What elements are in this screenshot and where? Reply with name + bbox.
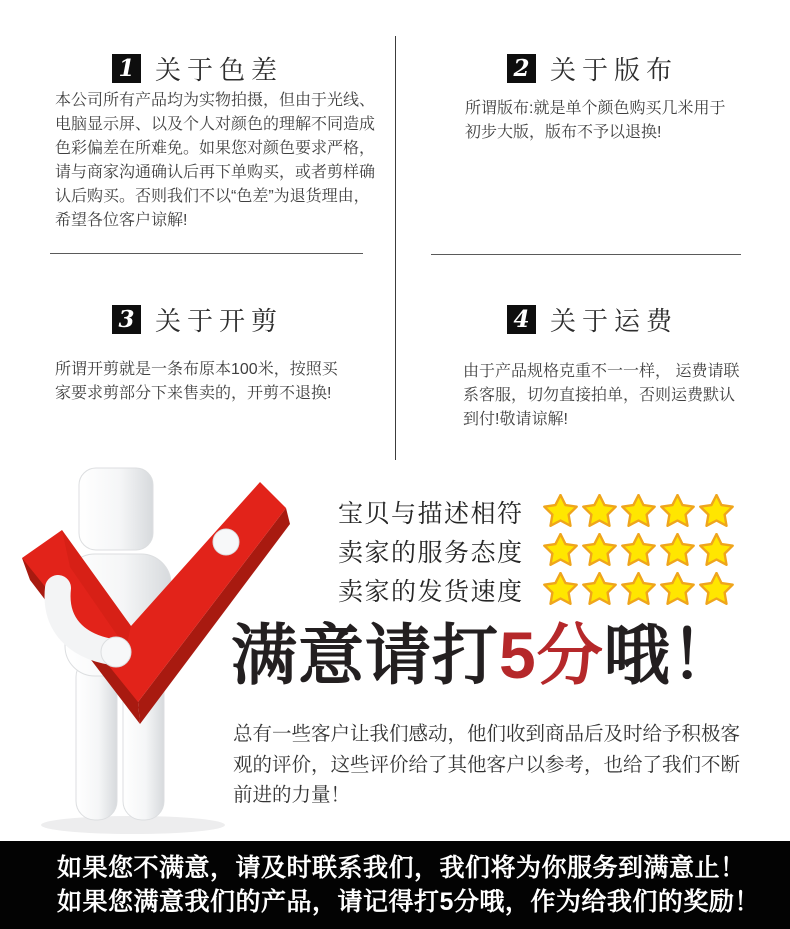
star-icon (620, 533, 657, 569)
headline-prefix: 满意请打 (231, 618, 499, 692)
section-1-number-badge: 1 (112, 54, 141, 83)
star-rating (542, 533, 735, 569)
star-icon (581, 533, 618, 569)
footer-line-2: 如果您满意我们的产品，请记得打5分哦，作为给我们的奖励！ (57, 888, 760, 916)
star-icon (698, 533, 735, 569)
star-icon (698, 494, 735, 530)
footer-line-1: 如果您不满意，请及时联系我们，我们将为你服务到满意止！ (57, 854, 746, 882)
footer-text (0, 841, 790, 919)
rating-panel (338, 492, 735, 609)
star-icon (620, 572, 657, 608)
star-icon (659, 572, 696, 608)
row-divider-right (431, 254, 741, 255)
section-2-header (395, 50, 790, 87)
star-rating (542, 572, 735, 608)
section-4-header (395, 301, 790, 338)
star-icon (620, 494, 657, 530)
section-2-body: 所谓版布:就是单个颜色购买几米用于初步大版，版布不予以退换! (465, 100, 726, 141)
rating-label: 卖家的服务态度 (338, 538, 524, 567)
headline-highlight: 5分 (499, 618, 604, 692)
headline (231, 618, 738, 694)
rating-row (338, 492, 735, 531)
star-rating (542, 494, 735, 530)
section-3-header (0, 301, 395, 338)
star-icon (659, 533, 696, 569)
section-2-title: 关于版布 (549, 55, 678, 85)
star-icon (542, 572, 579, 608)
headline-suffix: 哦！ (603, 618, 738, 692)
footer-banner (0, 841, 790, 929)
row-divider-left (50, 253, 363, 254)
section-2-number-badge: 2 (507, 54, 536, 83)
section-3-body: 所谓开剪就是一条布原本100米，按照买家要求剪部分下来售卖的，开剪不退换! (55, 361, 338, 402)
rating-label: 卖家的发货速度 (338, 577, 524, 606)
star-icon (698, 572, 735, 608)
star-icon (659, 494, 696, 530)
section-4-body: 由于产品规格克重不一一样， 运费请联系客服，切勿直接拍单，否则运费默认到付!敬请谅解! (463, 363, 740, 428)
thank-you-paragraph: 总有一些客户让我们感动，他们收到商品后及时给予积极客观的评价，这些评价给了其他客户以参考，也给了我们不断前进的力量！ (233, 723, 741, 806)
section-3-title: 关于开剪 (154, 306, 283, 336)
section-3-number-badge: 3 (112, 305, 141, 334)
rating-row (338, 531, 735, 570)
section-4-title: 关于运费 (549, 306, 678, 336)
star-icon (542, 533, 579, 569)
star-icon (581, 494, 618, 530)
section-1-header (0, 50, 395, 87)
rating-label: 宝贝与描述相符 (338, 499, 524, 528)
section-1-body: 本公司所有产品均为实物拍摄，但由于光线、电脑显示屏、以及个人对颜色的理解不同造成色彩偏差在所难免。如果您对颜色要求严格，请与商家沟通确认后再下单购买，或者剪样确认后购买。否则我们不以“色差”为退货理由，希望各位客户谅解! (55, 92, 376, 229)
column-divider (395, 36, 396, 460)
star-icon (542, 494, 579, 530)
star-icon (581, 572, 618, 608)
section-1-title: 关于色差 (154, 55, 283, 85)
section-4-number-badge: 4 (507, 305, 536, 334)
rating-row (338, 570, 735, 609)
